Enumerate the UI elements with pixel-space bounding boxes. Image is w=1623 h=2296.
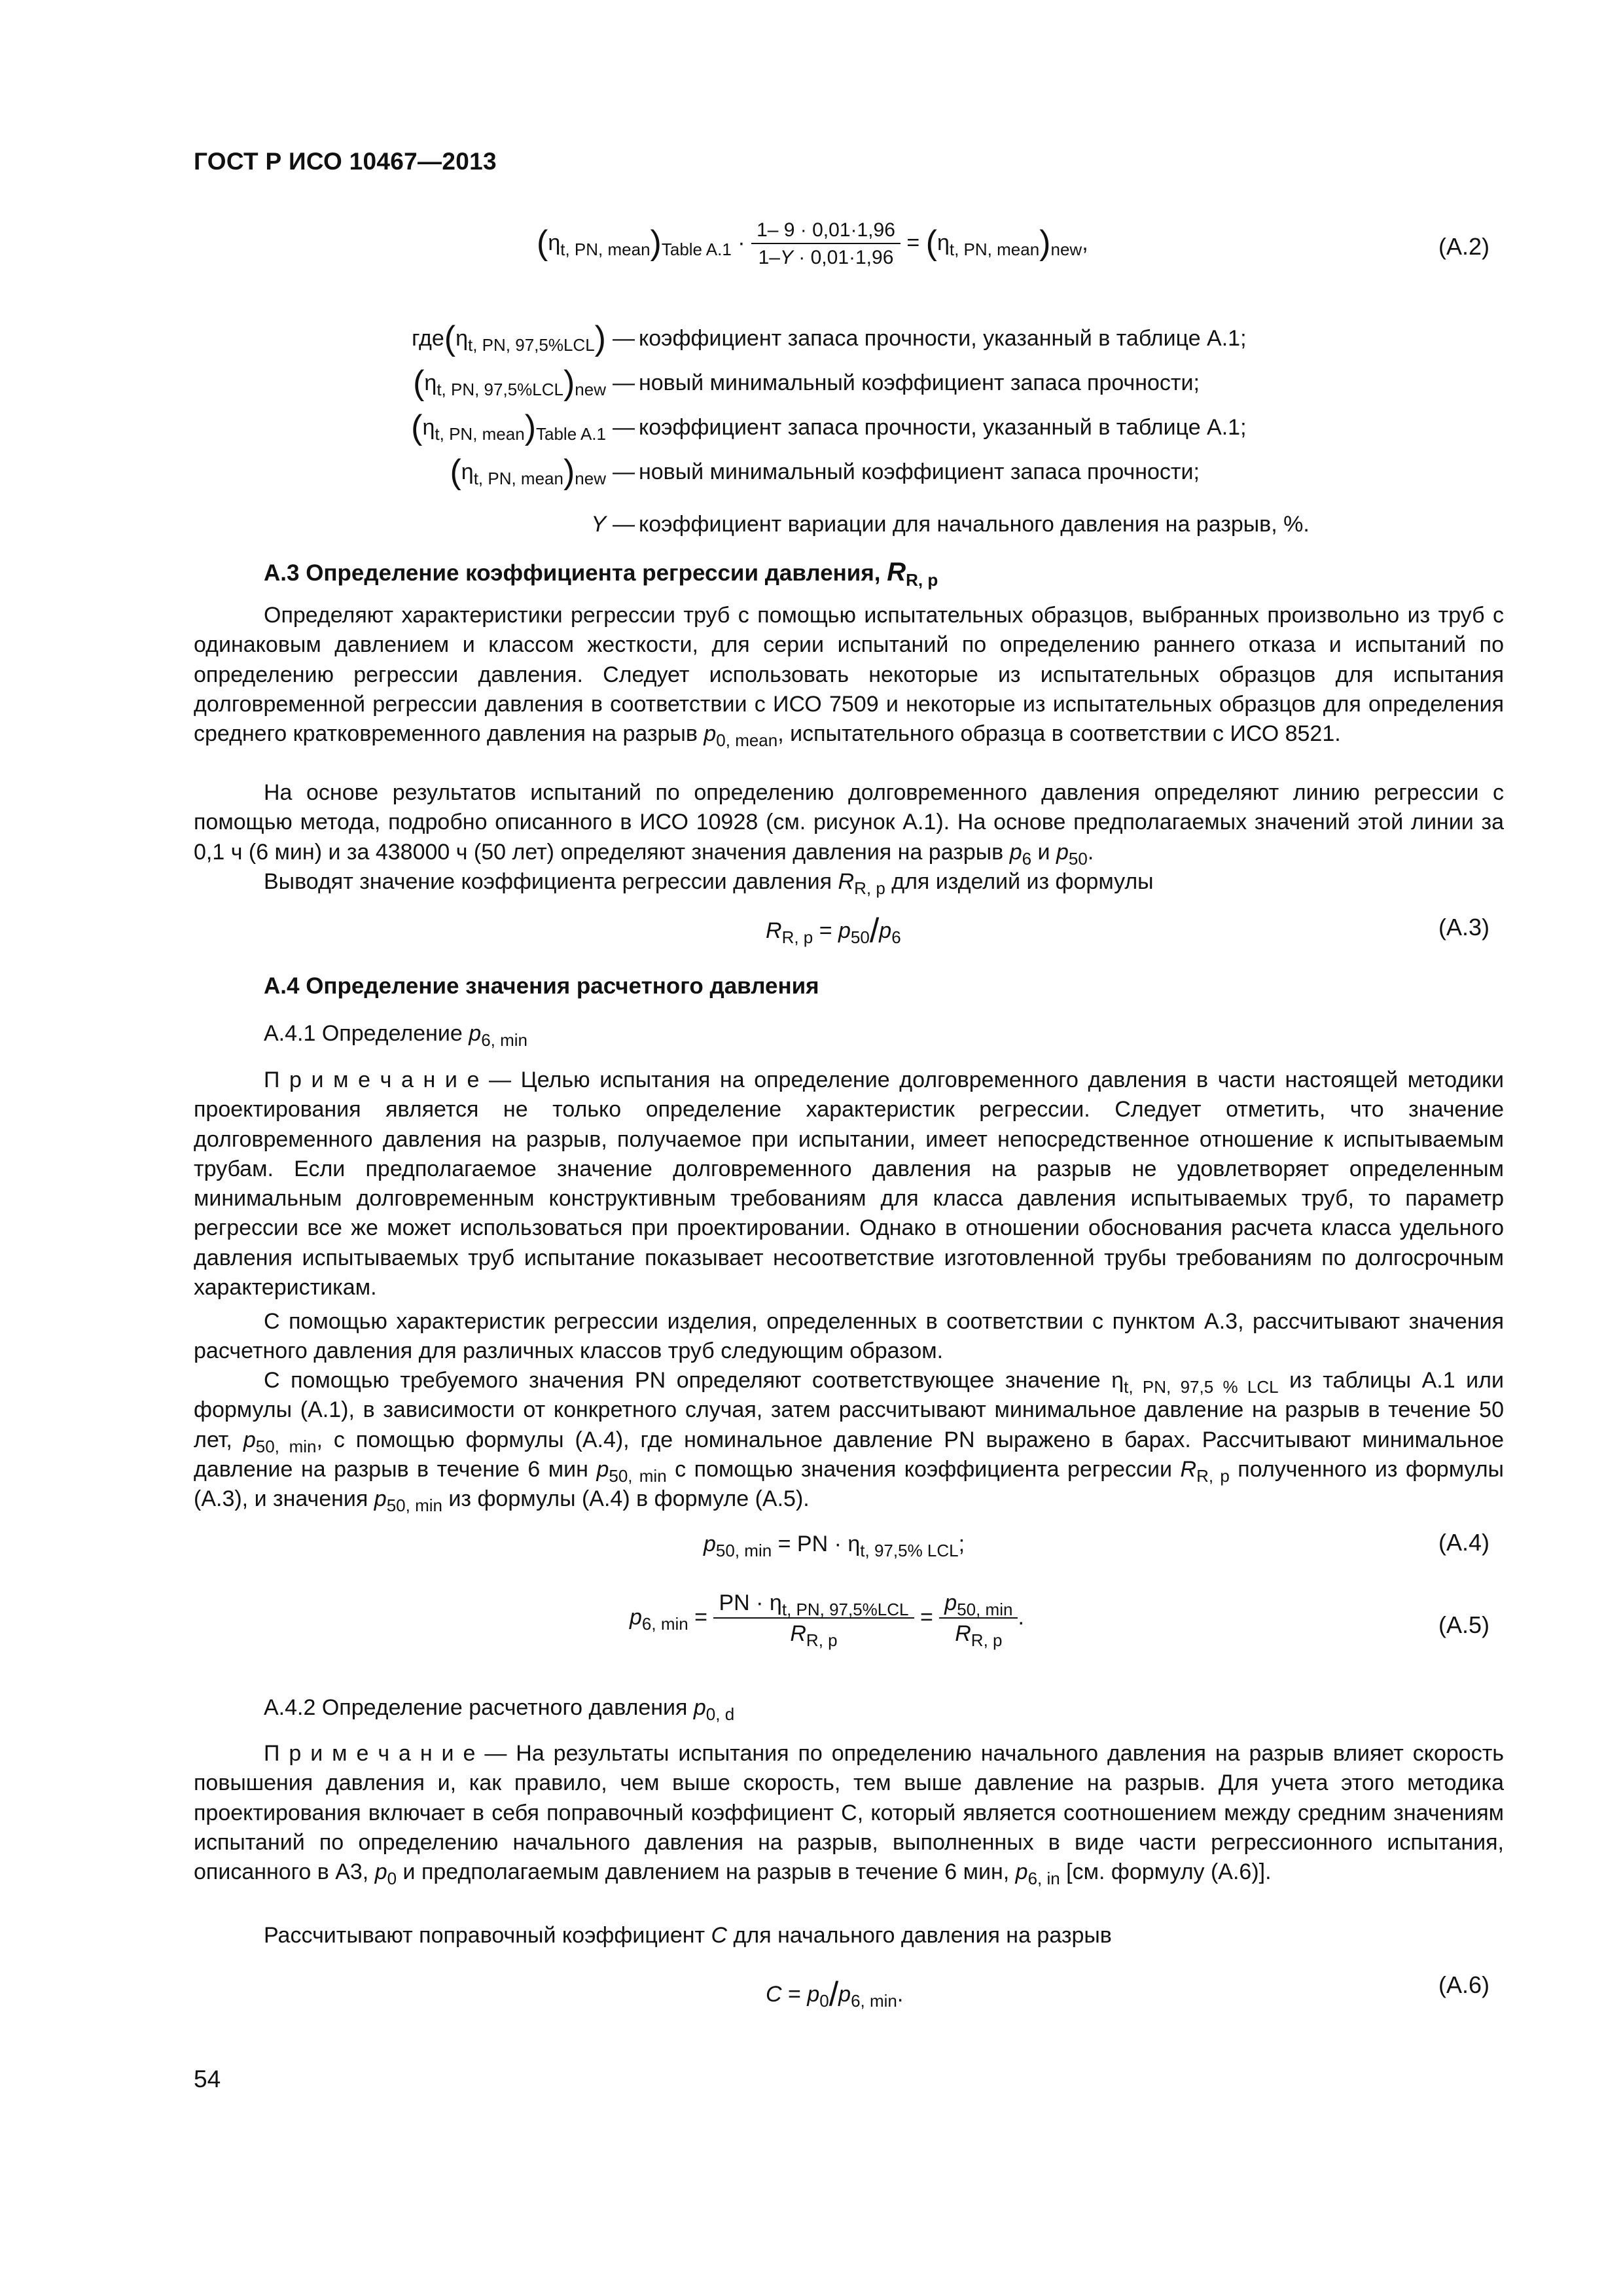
equation-a3: $R_{R, p} = p_{50}/p_6$ bbox=[766, 912, 901, 950]
note-paragraph: П р и м е ч а н и е — На результаты испытания по определению начального давления на разрыв влияет скорость повышения давления и, как правило, чем выше скорость, тем выше давление на разрыв. Для учета этого методика проектирования включает в себя поправочный коэффициент C, который является соотношением между средним значениям испытаний по определению начального давления на разрыв, выполненных в виде части регрессионного испытания, описанного в A3, $p_0$ и предполагаемым давлением на разрыв в течение 6 мин, $p_{6, in}$ [см. формулу (A.6)]. bbox=[194, 1741, 1504, 1889]
paragraph: С помощью характеристик регрессии изделия, определенных в соответствии с пунктом A.3, рассчитывают значения расчетного давления для различных классов труб следующим образом. bbox=[194, 1309, 1504, 1364]
equation-a2: $(\eta_{t, PN, mean})_{Table A.1}$ · $\frac{1- 9 \cdot 0,01\cdot 1,96}{1-Y \cdot 0,01\cdot 1,96}$ = $(\eta_{t, PN, mean})_{new}$, bbox=[537, 219, 1088, 268]
paragraph: Рассчитывают поправочный коэффициент C для начального давления на разрыв bbox=[264, 1923, 1112, 1948]
equation-number-a5: (A.5) bbox=[1438, 1611, 1490, 1638]
paragraph: Выводят значение коэффициента регрессии давления $R_{R, p}$ для изделий из формулы bbox=[264, 869, 1154, 898]
equation-a6: $C = p_0/p_{6, min}$. bbox=[766, 1975, 904, 2013]
paragraph: С помощью требуемого значения PN определяют соответствующее значение $\eta_{t, PN, 97,5 \% LCL}$ из таблицы A.1 или формулы (A.1), в зависимости от конкретного случая, затем рассчитывают минимальное давление на разрыв в течение 50 лет, $p_{50, min}$, с помощью формулы (A.4), где номинальное давление PN выражено в барах. Рассчитывают минимальное давление на разрыв в течение 6 мин $p_{50, min}$ с помощью значения коэффициента регрессии $R_{R, p}$ полученного из формулы (A.3), и значения $p_{50, min}$ из формулы (A.4) в формуле (A.5). bbox=[194, 1368, 1505, 1516]
fraction-a5-right: $\frac{p_{50, min}}{R_{R, p}}$ bbox=[939, 1590, 1018, 1647]
section-heading-a3: А.3 Определение коэффициента регрессии давления, $R_{R, p}$ bbox=[264, 558, 938, 590]
subsection-a4-2: А.4.2 Определение расчетного давления $p_{0, d}$ bbox=[264, 1695, 735, 1724]
subsection-a4-1: А.4.1 Определение $p_{6, min}$ bbox=[264, 1021, 527, 1050]
fraction-a2: $\frac{1- 9 \cdot 0,01\cdot 1,96}{1-Y \cdot 0,01\cdot 1,96}$ bbox=[751, 219, 901, 269]
note-paragraph: П р и м е ч а н и е — Целью испытания на определение долговременного давления в части настоящей методики проектирования является не только определение характеристик регрессии. Следует отметить, что значение долговременного давления на разрыв, получаемое при испытании, имеет непосредственное отношение к испытываемым трубам. Если предполагаемое значение долговременного давления на разрыв не удовлетворяет определенным минимальным долговременным конструктивным требованиям для класса давления испытываемых труб, то параметр регрессии все же может использоваться при проектировании. Однако в отношении обоснования расчета класса удельного давления испытываемых труб испытание показывает несоответствие изготовленной трубы требованиям по долгосрочным характеристикам. bbox=[194, 1067, 1504, 1300]
page-number: 54 bbox=[194, 2066, 221, 2092]
equation-number-a3: (A.3) bbox=[1438, 914, 1490, 941]
equation-number-a4: (A.4) bbox=[1438, 1529, 1490, 1556]
fraction-a5-left: $\frac{PN \cdot \eta_{t, PN, 97,5\%LCL}}{R_{R, p}}$ bbox=[713, 1590, 914, 1647]
document-page: ГОСТ Р ИСО 10467—2013 $(\eta_{t, PN, mean})_{Table A.1}$ · $\frac{1- 9 \cdot 0,01\cdot 1,96}{1-Y \cdot 0,01\cdot 1,96}$ = $(\eta_{t, PN, mean})_{new}$, (A.2) $где(\eta_{t, PN, 97,5\%LCL})$ — коэффициент запаса прочности, указанный в таблице A.1; $(\eta_{t, PN, 97,5\%LCL})_{new}$ — новый минимальный коэффициент запаса прочности; $(\eta_{t, PN, mean})_{Table A.1}$ — коэффициент запаса прочности, указанный в таблице A.1; $(\eta_{t, PN, mean})_{new}$ — новый минимальный коэффициент запаса прочности; Y — коэффициент вариации для начального давления на разрыв, %. А.3 Определение коэффициента регрессии давления, $R_{R, p}$ Определяют характеристики регрессии труб с помощью испытательных образцов, выбранных произвольно из труб с одинаковым давлением и классом жесткости, для серии испытаний по определению раннего отказа и испытаний по определению регрессии давления. Следует использовать некоторые из испытательных образцов для испытания долговременной регрессии давления в соответствии с ИСО 7509 и некоторые из испытательных образцов для определения среднего кратковременного давления на разрыв $p_{0, mean}$, испытательного образца в соответствии с ИСО 8521. На основе результатов испытаний по определению долговременного давления определяют линию регрессии с помощью метода, подробно описанного в ИСО 10928 (см. рисунок A.1). На основе предполагаемых значений этой линии за 0,1 ч (6 мин) и за 438000 ч (50 лет) определяют значения давления на разрыв $p_6$ и $p_{50}$. Выводят значение коэффициента регрессии давления $R_{R, p}$ для изделий из формулы $R_{R, p} = p_{50}/p_6$ (A.3) А.4 Определение значения расчетного давления А.4.1 Определение $p_{6, min}$ П р и м е ч а н и е — Целью испытания на определение долговременного давления в части настоящей методики проектирования является не только определение характеристик регрессии. Следует отметить, что значение долговременного давления на разрыв, получаемое при испытании, имеет непосредственное отношение к испытываемым трубам. Если предполагаемое значение долговременного давления на разрыв не удовлетворяет определенным минимальным долговременным конструктивным требованиям для класса давления испытываемых труб, то параметр регрессии все же может использоваться при проектировании. Однако в отношении обоснования расчета класса удельного давления испытываемых труб испытание показывает несоответствие изготовленной трубы требованиям по долгосрочным характеристикам. С помощью характеристик регрессии изделия, определенных в соответствии с пунктом A.3, рассчитывают значения расчетного давления для различных классов труб следующим образом. С помощью требуемого значения PN определяют соответствующее значение $\eta_{t, PN, 97,5 \% LCL}$ из таблицы A.1 или формулы (A.1), в зависимости от конкретного случая, затем рассчитывают минимальное давление на разрыв в течение 50 лет, $p_{50, min}$, с помощью формулы (A.4), где номинальное давление PN выражено в барах. Рассчитывают минимальное давление на разрыв в течение 6 мин $p_{50, min}$ с помощью значения коэффициента регрессии $R_{R, p}$ полученного из формулы (A.3), и значения $p_{50, min}$ из формулы (A.4) в формуле (A.5). $p_{50, min}$ = PN · $\eta_{t, 97,5\% LCL}$; (A.4) $p_{6, min}$ = $\frac{PN \cdot \eta_{t, PN, 97,5\%LCL}}{R_{R, p}}$ = $\frac{p_{50, min}}{R_{R, p}}$ . (A.5) А.4.2 Определение расчетного давления $p_{0, d}$ П р и м е ч а н и е — На результаты испытания по определению начального давления на разрыв влияет скорость повышения давления и, как правило, чем выше скорость, тем выше давление на разрыв. Для учета этого методика проектирования включает в себя поправочный коэффициент C, который является соотношением между средним значениям испытаний по определению начального давления на разрыв, выполненных в виде части регрессионного испытания, описанного в A3, $p_0$ и предполагаемым давлением на разрыв в течение 6 мин, $p_{6, in}$ [см. формулу (A.6)]. Рассчитывают поправочный коэффициент C для начального давления на разрыв $C = p_0/p_{6, min}$. (A.6) 54 bbox=[194, 148, 1505, 2092]
section-heading-a4: А.4 Определение значения расчетного давления bbox=[264, 973, 819, 999]
equation-number-a2: (A.2) bbox=[1438, 233, 1490, 260]
equation-a4: $p_{50, min}$ = PN · $\eta_{t, 97,5\% LCL}$; bbox=[704, 1532, 965, 1560]
page-header: ГОСТ Р ИСО 10467—2013 bbox=[194, 148, 497, 175]
equation-a5: $p_{6, min}$ = $\frac{PN \cdot \eta_{t, PN, 97,5\%LCL}}{R_{R, p}}$ = $\frac{p_{50, min}}{R_{R, p}}$ . bbox=[630, 1590, 1024, 1650]
equation-number-a6: (A.6) bbox=[1438, 1971, 1490, 1998]
paragraph: Определяют характеристики регрессии труб с помощью испытательных образцов, выбранных произвольно из труб с одинаковым давлением и классом жесткости, для серии испытаний по определению раннего отказа и испытаний по определению регрессии давления. Следует использовать некоторые из испытательных образцов для испытания долговременной регрессии давления в соответствии с ИСО 7509 и некоторые из испытательных образцов для определения среднего кратковременного давления на разрыв $p_{0, mean}$, испытательного образца в соответствии с ИСО 8521. bbox=[194, 603, 1504, 751]
paragraph: На основе результатов испытаний по определению долговременного давления определяют линию регрессии с помощью метода, подробно описанного в ИСО 10928 (см. рисунок A.1). На основе предполагаемых значений этой линии за 0,1 ч (6 мин) и за 438000 ч (50 лет) определяют значения давления на разрыв $p_6$ и $p_{50}$. bbox=[194, 780, 1504, 869]
